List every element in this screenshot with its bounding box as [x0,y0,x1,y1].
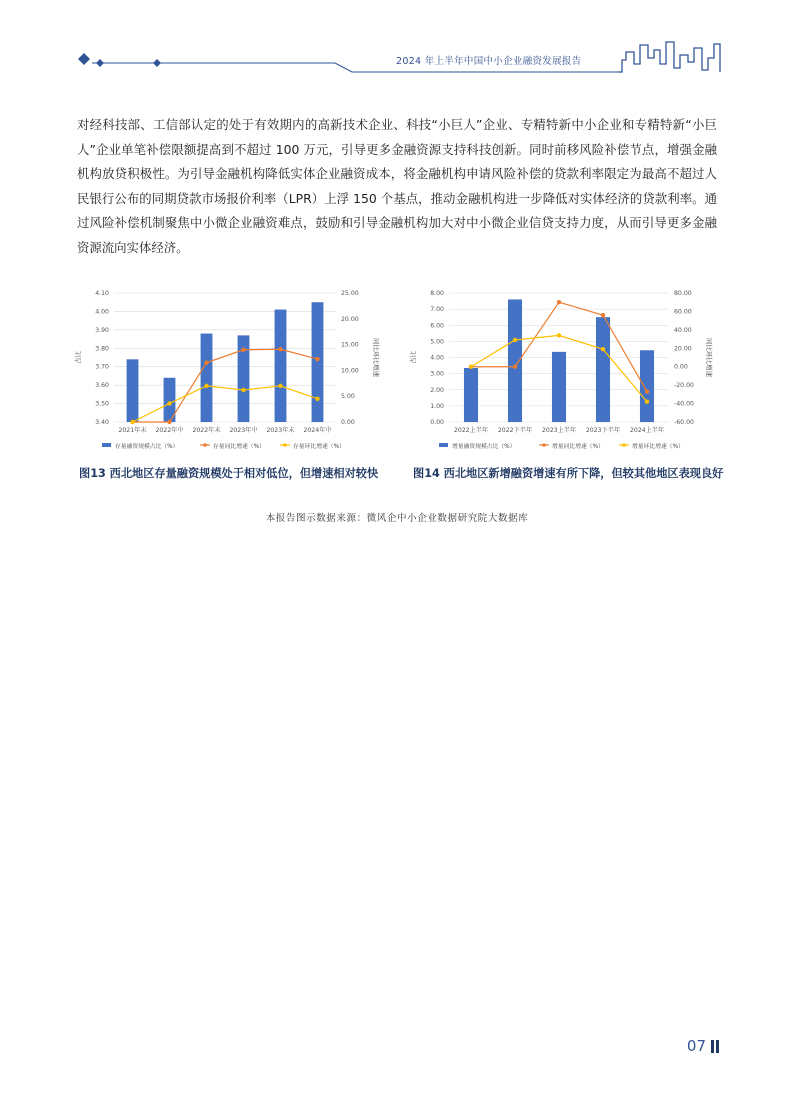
y-axis-title-left: 占比 [74,351,82,364]
x-tick-label: 2024年中 [303,427,332,434]
x-tick-label: 2022下半年 [497,427,533,434]
y-tick-label-right: 15.00 [341,341,359,349]
page-marker [711,1040,714,1053]
x-tick-label: 2023上半年 [541,427,577,434]
bar [508,299,522,422]
series-point [278,384,282,388]
bar [640,350,654,422]
legend-label: 存量融资规模占比（%） [115,444,179,450]
bar [596,317,610,422]
y-tick-label-right: 10.00 [341,367,359,375]
legend-swatch [622,443,626,447]
y-tick-label-left: 7.00 [430,306,444,314]
y-tick-label-left: 4.10 [95,290,109,297]
y-axis-title-left: 占比 [409,351,417,364]
series-point [130,420,134,424]
series-point [315,357,319,361]
figure-13-caption: 图13 西北地区存量融资规模处于相对低位，但增速相对较快 [79,467,379,480]
bar [201,334,213,422]
series-point [241,388,245,392]
y-tick-label-right: 60.00 [674,308,692,316]
legend-swatch [203,443,207,447]
y-tick-label-left: 3.00 [430,370,444,378]
y-tick-label-right: 0.00 [674,363,688,371]
series-line [133,386,318,422]
figure-14-caption: 图14 西北地区新增融资增速有所下降，但较其他地区表现良好 [413,467,724,480]
city-skyline-icon [618,42,720,72]
series-point [278,347,282,351]
series-point [513,365,517,369]
series-point [167,420,171,424]
y-tick-label-right: -20.00 [674,382,694,390]
bar [275,310,287,422]
y-tick-label-right: 0.00 [341,419,355,426]
x-tick-label: 2021年末 [118,427,147,434]
x-tick-label: 2022年末 [192,427,221,434]
legend-swatch [439,443,448,447]
bar [312,302,324,422]
y-tick-label-right: -60.00 [674,419,694,426]
x-tick-label: 2022上半年 [453,427,489,434]
series-point [167,401,171,405]
bar [127,359,139,422]
x-tick-label: 2022年中 [155,427,184,434]
y-tick-label-right: 25.00 [341,290,359,297]
y-tick-label-left: 3.50 [95,400,109,408]
y-tick-label-left: 1.00 [430,402,444,410]
y-tick-label-left: 8.00 [430,290,444,297]
y-tick-label-right: 40.00 [674,326,692,334]
x-tick-label: 2023年中 [229,427,258,434]
bar [552,352,566,422]
series-point [315,397,319,401]
y-tick-label-left: 6.00 [430,322,444,330]
y-axis-title-right: 同比环比增速 [372,338,380,377]
legend-swatch [102,443,111,447]
diamond-icon [78,53,90,65]
y-tick-label-left: 4.00 [430,354,444,362]
y-tick-label-left: 3.80 [95,345,109,353]
y-tick-label-left: 5.00 [430,338,444,346]
page-number: 07 [686,1037,706,1055]
series-point [204,384,208,388]
legend-label: 存量环比增速（%） [293,444,345,450]
x-tick-label: 2024上半年 [629,427,665,434]
chart-new-financing [405,283,723,458]
series-point [645,400,649,404]
legend-swatch [283,443,287,447]
y-tick-label-left: 0.00 [430,419,444,426]
series-point [645,389,649,393]
legend-label: 存量同比增速（%） [213,444,265,450]
series-point [204,360,208,364]
x-tick-label: 2023下半年 [585,427,621,434]
legend-label: 增量环比增速（%） [632,444,684,450]
series-line [133,349,318,422]
y-tick-label-right: 20.00 [674,345,692,353]
y-tick-label-left: 3.60 [95,382,109,390]
y-tick-label-right: 80.00 [674,290,692,297]
y-tick-label-left: 3.40 [95,419,109,426]
legend-label: 增量同比增速（%） [552,444,604,450]
data-source-note: 本报告图示数据来源：微风企中小企业数据研究院大数据库 [265,513,529,524]
y-tick-label-right: -40.00 [674,400,694,408]
x-tick-label: 2023年末 [266,427,295,434]
y-tick-label-left: 2.00 [430,386,444,394]
y-tick-label-left: 3.90 [95,326,109,334]
series-point [241,348,245,352]
bar [464,368,478,422]
y-tick-label-right: 5.00 [341,393,355,401]
series-point [557,333,561,337]
legend-swatch [542,443,546,447]
paragraph-text: 对经科技部、工信部认定的处于有效期内的高新技术企业、科技“小巨人”企业、专精特新中小企业和专精特新“小巨人”企业单笔补偿限额提高到不超过 100 万元，引导更多金融资源支持科技创新。同时前移风险补偿节点，增强金融机构放贷积极性。为引导金融机构降低实体企业融资成本，将金融机构申请风险补偿的贷款利率限定为最高不超过人民银行公布的同期贷款市场报价利率（LPR）上浮 150 个基点，推动金融机构进一步降低对实体经济的贷款利率。通过风险补偿机制聚焦中小微企业融资难点，鼓励和引导金融机构加大对中小微企业信贷支持力度，从而引导更多金融资源流向实体经济。 [77,117,717,255]
series-point [513,338,517,342]
series-point [469,365,473,369]
series-point [601,347,605,351]
y-tick-label-left: 3.70 [95,363,109,371]
chart-stock-financing [70,283,382,458]
y-axis-title-right: 同比环比增速 [705,338,713,377]
series-point [557,300,561,304]
page-marker [716,1040,719,1053]
report-title: 2024 年上半年中国中小企业融资发展报告 [396,56,582,67]
series-point [601,313,605,317]
body-paragraph [77,113,717,261]
y-tick-label-right: 20.00 [341,315,359,323]
legend-label: 增量融资规模占比（%） [452,444,516,450]
header-decoration [0,0,794,80]
y-tick-label-left: 4.00 [95,308,109,316]
